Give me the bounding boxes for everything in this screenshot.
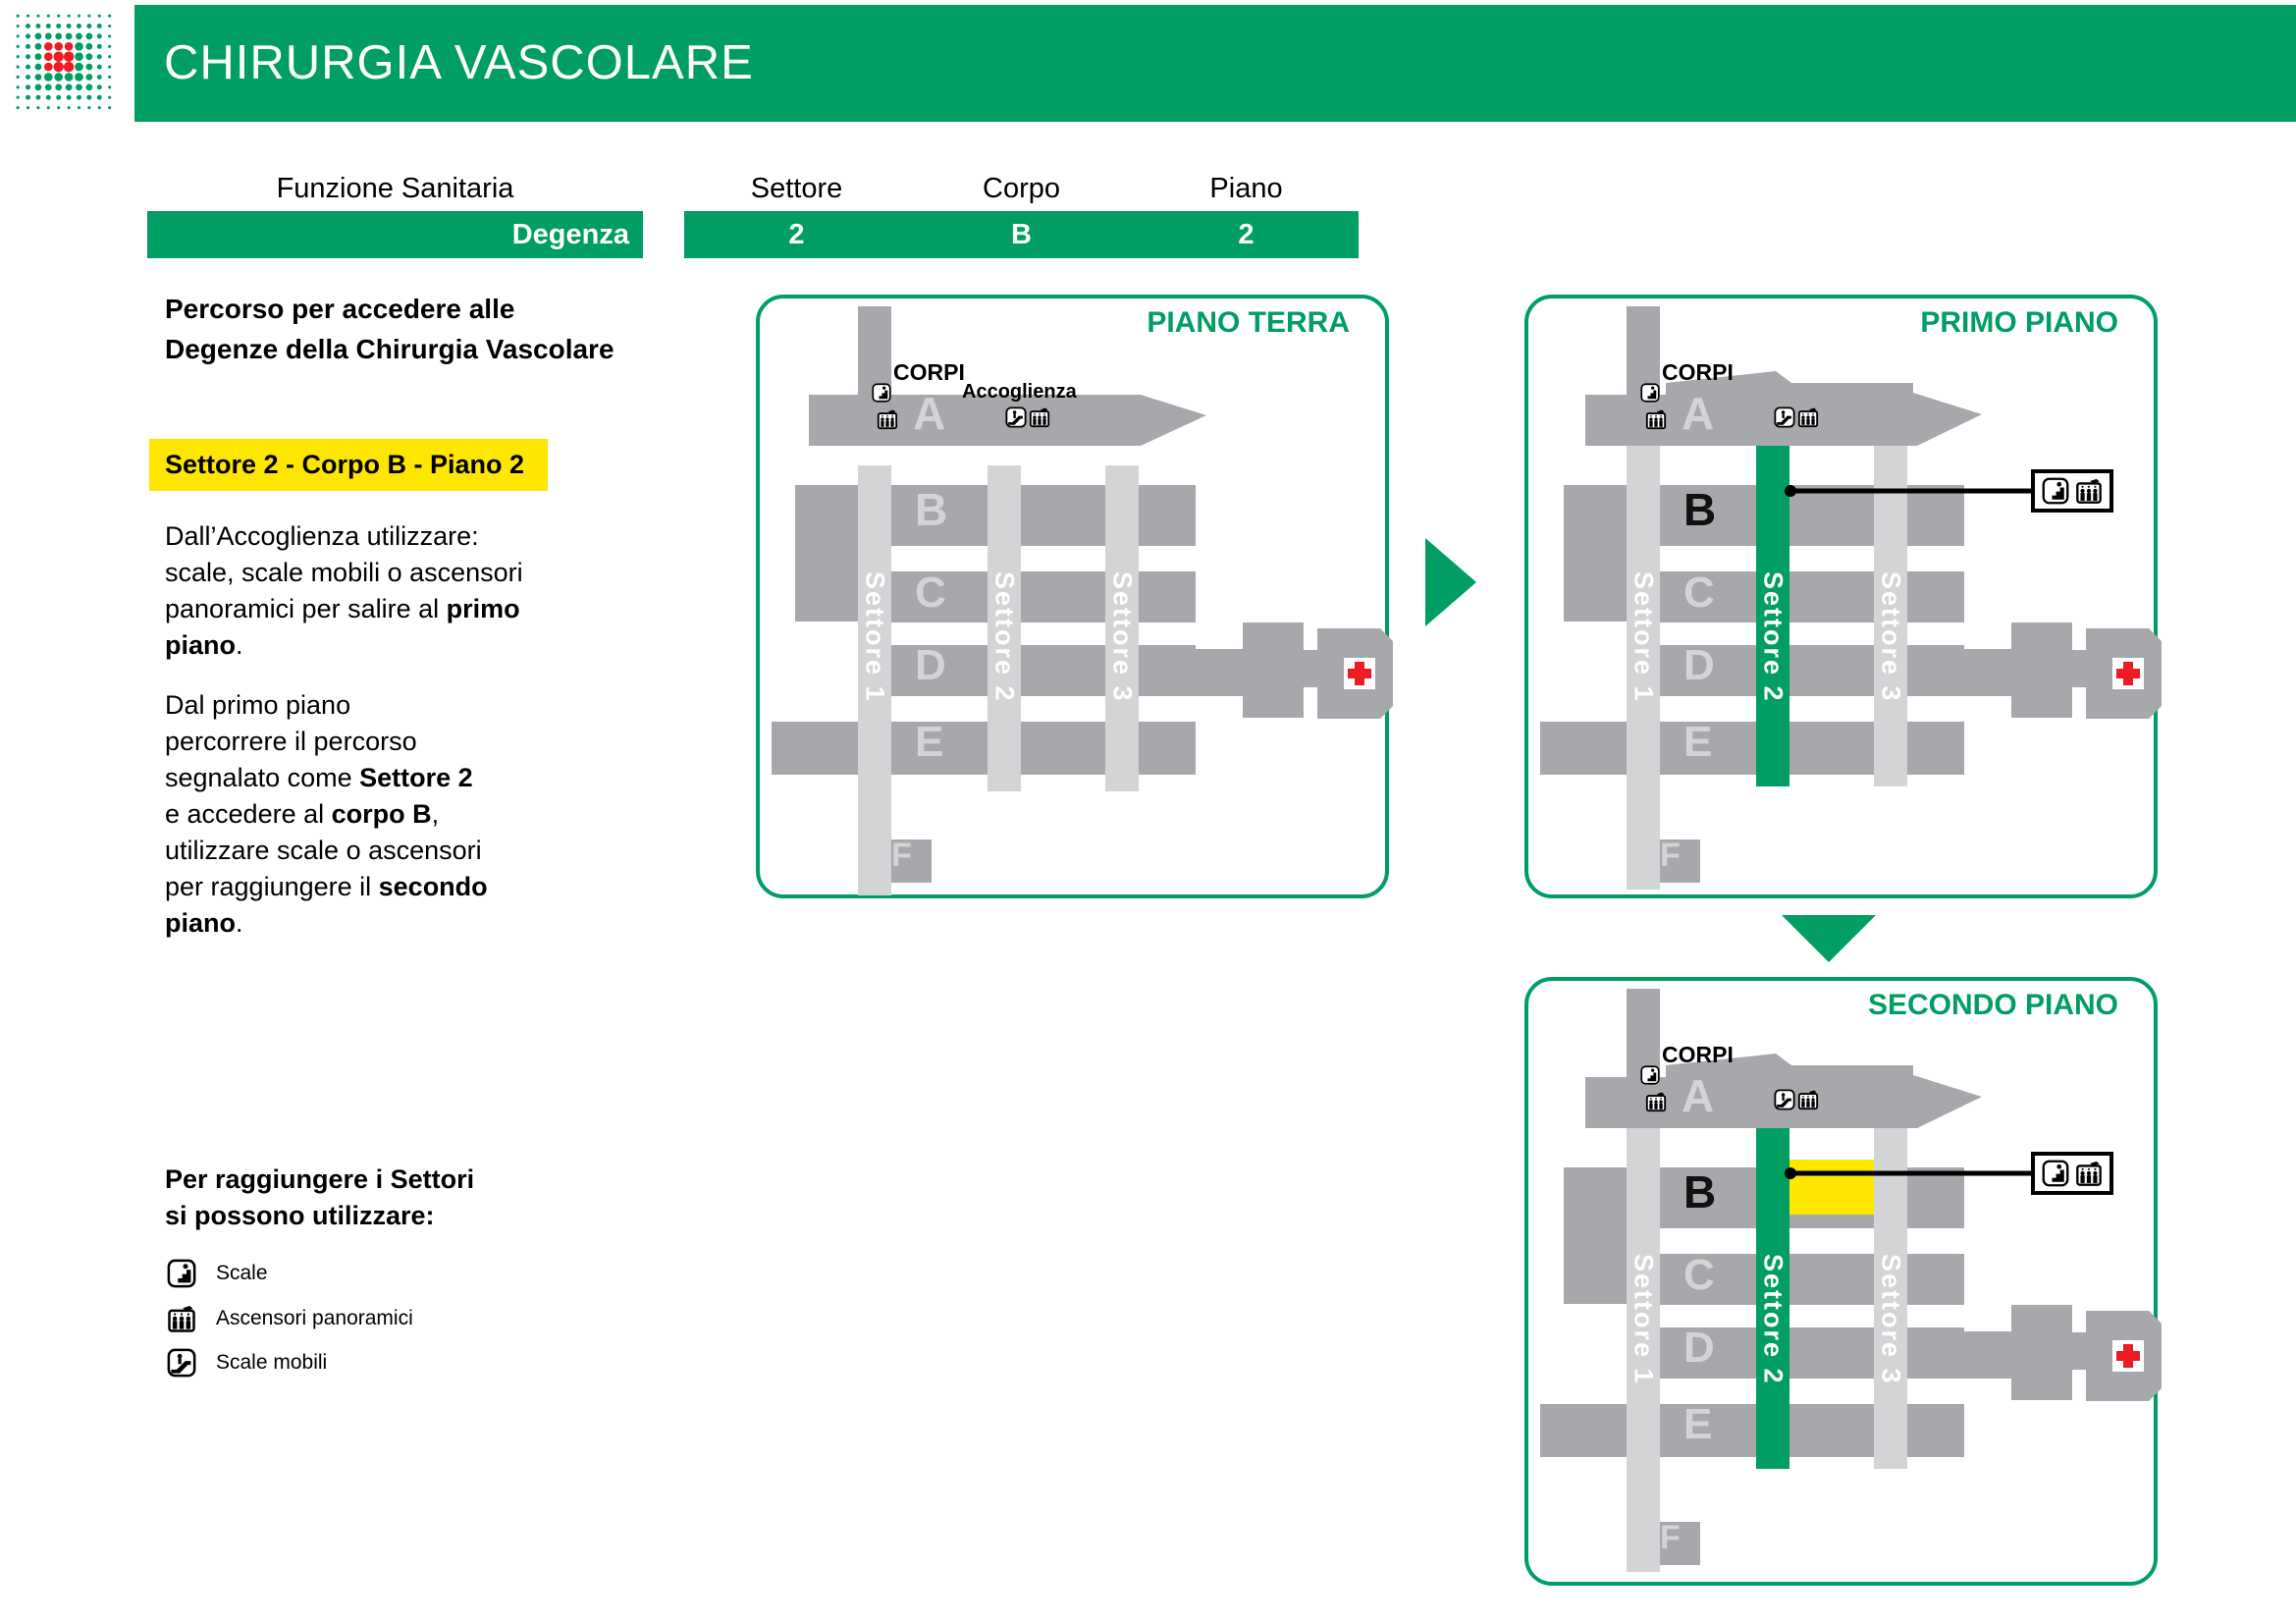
page-title: CHIRURGIA VASCOLARE bbox=[164, 36, 754, 89]
corpo-d-letter: D bbox=[915, 641, 946, 689]
settore-2-label: Settore 2 bbox=[989, 571, 1020, 703]
next-floor-arrow-icon bbox=[1782, 915, 1876, 962]
settore-2-label: Settore 2 bbox=[1758, 1254, 1789, 1385]
piano-value: 2 bbox=[1238, 219, 1255, 250]
legend-label: Scale bbox=[216, 1262, 268, 1284]
destination-highlight-area bbox=[1789, 1160, 1874, 1215]
panoramic-elevator-icon bbox=[167, 1304, 196, 1333]
corpo-c-letter: C bbox=[1683, 1251, 1715, 1299]
instruction-line: percorrere il percorso bbox=[165, 727, 417, 756]
corpo-e-letter: E bbox=[915, 718, 944, 766]
settore-3-label: Settore 3 bbox=[1107, 571, 1138, 703]
info-table-column-labels bbox=[684, 173, 1359, 205]
legend-item-escalators bbox=[167, 1347, 327, 1379]
instruction-line: piano. bbox=[165, 908, 243, 938]
transport-callout-box bbox=[2031, 469, 2113, 513]
corpo-f-letter: F bbox=[891, 837, 912, 874]
map-title: SECONDO PIANO bbox=[1867, 989, 2118, 1021]
panoramic-elevator-icon bbox=[2075, 1160, 2103, 1187]
instruction-line: per raggiungere il secondo bbox=[165, 872, 488, 901]
instruction-line: panoramici per salire al primo bbox=[165, 594, 520, 623]
corpo-c-letter: C bbox=[1683, 568, 1715, 617]
instruction-line: utilizzare scale o ascensori bbox=[165, 836, 482, 865]
settore-3-label: Settore 3 bbox=[1876, 1254, 1906, 1385]
dot-matrix-logo bbox=[10, 8, 118, 116]
floor-plan-drawing bbox=[1528, 298, 2162, 902]
corpi-label: CORPI bbox=[1662, 359, 1734, 385]
legend-item-stairs bbox=[167, 1258, 268, 1289]
stairs-icon bbox=[1640, 1065, 1660, 1085]
red-cross-icon bbox=[1344, 658, 1375, 689]
corpo-a-letter: A bbox=[1682, 1070, 1715, 1121]
map-title: PIANO TERRA bbox=[1147, 306, 1350, 339]
corpi-label: CORPI bbox=[893, 359, 965, 385]
location-value-bar bbox=[684, 211, 1359, 258]
intro-text bbox=[165, 289, 614, 369]
intro-line: Percorso per accedere alle bbox=[165, 294, 515, 324]
corpo-f-letter: F bbox=[1660, 1519, 1681, 1556]
instruction-line: piano. bbox=[165, 630, 243, 660]
function-column-label: Funzione Sanitaria bbox=[276, 173, 514, 204]
instruction-line: Dall’Accoglienza utilizzare: bbox=[165, 521, 479, 551]
panoramic-elevator-icon bbox=[1797, 406, 1819, 428]
corpo-f-letter: F bbox=[1660, 837, 1681, 874]
piano-column-label: Piano bbox=[1209, 173, 1283, 204]
settore-1-label: Settore 1 bbox=[1629, 1254, 1659, 1385]
corpo-b-letter: B bbox=[1683, 1166, 1717, 1217]
floor-map-primo-piano bbox=[1524, 295, 2158, 898]
panoramic-elevator-icon bbox=[2075, 477, 2103, 505]
escalator-icon bbox=[167, 1348, 196, 1378]
panoramic-elevator-icon bbox=[1797, 1089, 1819, 1110]
corpo-d-letter: D bbox=[1683, 1324, 1715, 1372]
settore-1-label: Settore 1 bbox=[1629, 571, 1659, 703]
settore-2-label: Settore 2 bbox=[1758, 571, 1789, 703]
corpo-value: B bbox=[1011, 219, 1032, 250]
instruction-line: scale, scale mobili o ascensori bbox=[165, 558, 523, 587]
settore-value: 2 bbox=[788, 219, 805, 250]
corpo-a-letter: A bbox=[1682, 388, 1715, 439]
function-value-bar: Degenza bbox=[147, 211, 643, 258]
map-title: PRIMO PIANO bbox=[1920, 306, 2118, 339]
red-cross-icon bbox=[2112, 1340, 2144, 1372]
corpo-e-letter: E bbox=[1683, 718, 1713, 766]
corpo-a-letter: A bbox=[913, 388, 946, 439]
destination-highlight: Settore 2 - Corpo B - Piano 2 bbox=[149, 439, 548, 491]
header-bar bbox=[134, 5, 2296, 122]
transport-callout-box bbox=[2031, 1152, 2113, 1195]
corpo-c-letter: C bbox=[915, 568, 946, 617]
red-cross-icon bbox=[2112, 658, 2144, 689]
legend-label: Scale mobili bbox=[216, 1351, 328, 1374]
legend-label: Ascensori panoramici bbox=[216, 1307, 413, 1329]
floor-map-piano-terra bbox=[756, 295, 1389, 898]
instructions-paragraph-1 bbox=[165, 518, 523, 664]
corpi-label: CORPI bbox=[1662, 1042, 1734, 1067]
stairs-icon bbox=[2042, 477, 2069, 505]
stairs-icon bbox=[1640, 383, 1660, 403]
instruction-line: segnalato come Settore 2 bbox=[165, 763, 473, 792]
instructions-paragraph-2 bbox=[165, 687, 488, 942]
legend-title: Per raggiungere i Settori si possono utilizzare: bbox=[165, 1164, 475, 1230]
accoglienza-label: Accoglienza bbox=[962, 381, 1077, 403]
corpo-e-letter: E bbox=[1683, 1400, 1713, 1448]
panoramic-elevator-icon bbox=[1029, 406, 1050, 428]
corpo-b-letter: B bbox=[915, 484, 948, 535]
corpo-d-letter: D bbox=[1683, 641, 1715, 689]
next-floor-arrow-icon bbox=[1425, 538, 1476, 626]
escalator-icon bbox=[1774, 406, 1795, 428]
legend-item-panoramic-elevators bbox=[167, 1303, 413, 1334]
instruction-line: Dal primo piano bbox=[165, 690, 351, 720]
settore-1-label: Settore 1 bbox=[860, 571, 890, 703]
settore-column-label: Settore bbox=[750, 173, 843, 204]
escalator-icon bbox=[1005, 406, 1027, 428]
settore-3-label: Settore 3 bbox=[1876, 571, 1906, 703]
corpo-column-label: Corpo bbox=[983, 173, 1060, 204]
panoramic-elevator-icon bbox=[1645, 1091, 1667, 1112]
intro-line: Degenze della Chirurgia Vascolare bbox=[165, 334, 614, 364]
corpo-b-letter: B bbox=[1683, 484, 1717, 535]
floor-plan-drawing bbox=[1528, 981, 2162, 1585]
stairs-icon bbox=[167, 1259, 196, 1288]
panoramic-elevator-icon bbox=[877, 408, 898, 430]
escalator-icon bbox=[1774, 1089, 1795, 1110]
instruction-line: e accedere al corpo B, bbox=[165, 799, 440, 829]
panoramic-elevator-icon bbox=[1645, 408, 1667, 430]
stairs-icon bbox=[2042, 1160, 2069, 1187]
floor-map-secondo-piano bbox=[1524, 977, 2158, 1586]
stairs-icon bbox=[872, 383, 891, 403]
